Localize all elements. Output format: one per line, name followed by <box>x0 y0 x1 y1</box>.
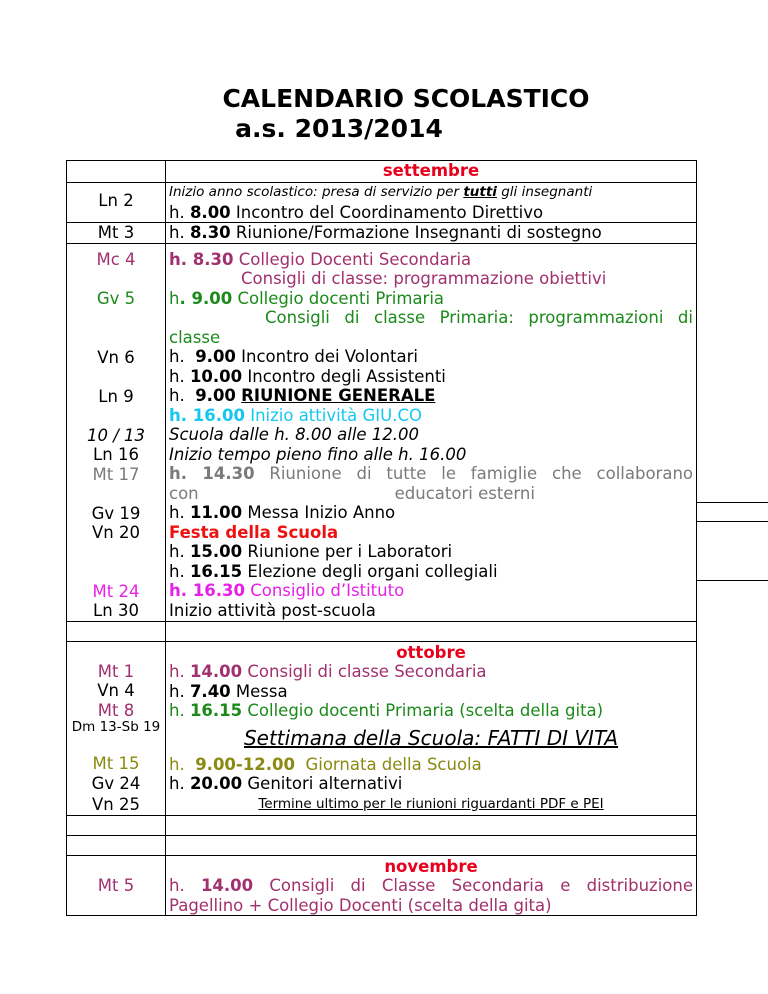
event-line <box>169 542 693 562</box>
event-hour: h. <box>169 662 190 681</box>
event-text: Messa Inizio Anno <box>242 503 396 522</box>
day-label: Vn 25 <box>92 795 140 814</box>
school-year-text: a.s. 2013/2014 <box>235 114 443 143</box>
event-column <box>166 641 697 815</box>
day-cell <box>67 815 166 835</box>
event-text: Consigli di classe Secondaria <box>242 662 487 681</box>
event-text: Giornata della Scuola <box>294 754 482 774</box>
event-hour: h. <box>169 347 196 366</box>
table-row <box>67 223 697 244</box>
event-hour: h. <box>169 386 196 405</box>
day-label: Mt 17 <box>92 464 140 484</box>
day-cell: Mt 5 <box>67 855 166 916</box>
event-text: Collegio docenti Primaria (scelta della gita) <box>242 701 604 720</box>
event-emphasis: tutti <box>463 184 497 200</box>
event-time: 14.00 <box>200 876 254 895</box>
event-text: Incontro del Coordinamento Direttivo <box>230 202 544 222</box>
month-heading: settembre <box>166 161 697 183</box>
month-heading: novembre <box>384 856 478 876</box>
event-hour: h. <box>169 561 190 581</box>
event-cell <box>166 621 697 641</box>
event-text: Inizio anno scolastico: presa di servizio per <box>169 184 464 200</box>
event-text: gli insegnanti <box>496 184 593 200</box>
event-cell <box>166 835 697 855</box>
event-line <box>169 464 693 484</box>
event-cell <box>166 183 697 223</box>
event-line <box>169 386 693 406</box>
event-line: Inizio attività post-scuola <box>169 600 376 620</box>
border-line <box>697 502 768 503</box>
event-line <box>169 183 693 203</box>
event-line <box>169 562 693 582</box>
day-label: Vn 4 <box>97 681 135 700</box>
event-line <box>169 503 693 523</box>
day-label: Gv 24 <box>91 773 141 793</box>
event-time: 10.00 <box>189 366 243 386</box>
day-label: Mt 1 <box>97 661 135 681</box>
event-time: 9.00-12.00 <box>195 754 295 774</box>
event-line <box>169 289 693 309</box>
day-label: Ln 9 <box>98 386 134 406</box>
event-line: Festa della Scuola <box>169 522 339 542</box>
event-time: 16.15 <box>189 701 243 720</box>
border-line <box>697 580 768 581</box>
event-time: 15.00 <box>189 542 243 561</box>
event-hour: h. <box>169 503 190 522</box>
event-line: Inizio tempo pieno fino alle h. 16.00 <box>169 444 467 464</box>
event-text: educatori esterni <box>394 483 535 503</box>
table-row <box>67 815 697 835</box>
event-line: Settimana della Scuola: FATTI DI VITA <box>243 725 619 750</box>
event-text: Elezione degli organi collegiali <box>242 561 498 581</box>
event-hour: h. <box>169 876 201 895</box>
event-time: h. 14.30 <box>169 464 255 483</box>
event-column <box>166 855 697 916</box>
event-line: Pagellino + Collegio Docenti (scelta della gita) <box>169 895 552 915</box>
day-cell <box>67 161 166 183</box>
event-time: h. 8.30 <box>169 249 234 269</box>
event-text: Genitori alternativi <box>242 774 403 793</box>
event-time: h. 16.30 <box>169 581 245 600</box>
border-line <box>697 521 768 522</box>
day-label: Mt 24 <box>92 581 140 601</box>
event-time: 20.00 <box>189 774 243 793</box>
table-row <box>67 243 697 621</box>
event-line <box>169 367 693 387</box>
event-time: 8.00 <box>189 202 231 222</box>
event-line <box>169 581 693 601</box>
day-label: Vn 20 <box>92 523 140 542</box>
event-text: Incontro degli Assistenti <box>242 366 446 386</box>
event-line <box>169 203 693 223</box>
day-label: Gv 19 <box>91 503 141 523</box>
event-line: classe <box>169 327 221 347</box>
day-cell: Mt 3 <box>67 223 166 244</box>
event-time: 9.00 <box>195 347 236 366</box>
event-time: 8.30 <box>189 223 231 242</box>
event-text: Messa <box>230 681 288 701</box>
event-line <box>169 755 693 775</box>
table-row <box>67 855 697 916</box>
event-cell <box>166 223 697 244</box>
day-label: 10 / 13 <box>86 425 146 445</box>
event-line <box>169 774 693 794</box>
event-text: Riunione di tutte le famiglie che collaborano <box>254 464 693 483</box>
event-line <box>169 662 693 682</box>
event-time: 7.40 <box>189 681 231 701</box>
event-hour: h. <box>169 202 190 222</box>
school-year <box>0 114 768 144</box>
calendar-table <box>66 160 697 916</box>
page-title: CALENDARIO SCOLASTICO <box>222 84 590 113</box>
event-text: Riunione per i Laboratori <box>242 542 453 561</box>
event-column <box>166 243 697 621</box>
event-hour: h <box>169 288 180 308</box>
day-label: Mt 8 <box>97 700 135 720</box>
day-column <box>67 243 166 621</box>
event-time: . 9.00 <box>179 288 233 308</box>
event-text: Inizio attività GIU.CO <box>244 405 422 425</box>
event-emphasis: RIUNIONE GENERALE <box>241 386 436 405</box>
event-line <box>169 484 693 504</box>
day-cell: Ln 2 <box>67 183 166 223</box>
event-hour: h. <box>169 681 190 701</box>
table-row <box>67 183 697 223</box>
event-hour: h. <box>169 366 190 386</box>
event-line <box>169 701 693 721</box>
event-time: 11.00 <box>189 503 243 522</box>
event-text: Consigli di Classe Secondaria e distribuzione <box>253 876 693 895</box>
event-line <box>169 347 693 367</box>
event-line: Termine ultimo per le riunioni riguardanti PDF e PEI <box>258 795 604 812</box>
event-text: Consiglio d’Istituto <box>244 581 405 600</box>
event-line <box>169 250 693 270</box>
event-line <box>169 682 693 702</box>
event-time: 16.15 <box>189 561 243 581</box>
event-hour: h. <box>169 542 190 561</box>
event-cell <box>166 815 697 835</box>
day-label: Mt 15 <box>92 754 140 773</box>
table-row <box>67 641 697 815</box>
event-line: Consigli di classe: programmazione obiettivi <box>241 269 607 288</box>
event-text: Collegio docenti Primaria <box>232 288 445 308</box>
table-row <box>67 621 697 641</box>
event-text: Incontro dei Volontari <box>235 347 418 366</box>
event-text: Collegio Docenti Secondaria <box>233 249 472 269</box>
event-hour: h. <box>169 701 190 720</box>
month-heading: ottobre <box>396 642 466 662</box>
day-label: Ln 30 <box>93 601 139 620</box>
event-line: Scuola dalle h. 8.00 alle 12.00 <box>169 425 420 444</box>
table-row <box>67 835 697 855</box>
day-column <box>67 641 166 815</box>
event-hour: h. <box>169 774 190 793</box>
event-text: Riunione/Formazione Insegnanti di sostegno <box>230 223 602 242</box>
event-hour: h. <box>169 223 190 242</box>
day-label: Gv 5 <box>96 288 136 308</box>
event-time: 9.00 <box>195 386 236 405</box>
event-time: 14.00 <box>189 662 243 681</box>
day-label: Vn 6 <box>97 347 135 367</box>
day-cell <box>67 835 166 855</box>
day-label: Dm 13-Sb 19 <box>71 719 161 735</box>
event-line: Consigli di classe Primaria: programmazioni di <box>265 308 693 327</box>
event-time: h. 16.00 <box>169 405 245 425</box>
table-row <box>67 161 697 183</box>
event-line <box>169 406 693 426</box>
day-label: Ln 16 <box>93 445 139 464</box>
event-text: con <box>169 483 199 503</box>
event-hour: h. <box>169 754 196 774</box>
day-cell <box>67 621 166 641</box>
event-line <box>169 876 693 896</box>
day-label: Mc 4 <box>96 249 136 269</box>
